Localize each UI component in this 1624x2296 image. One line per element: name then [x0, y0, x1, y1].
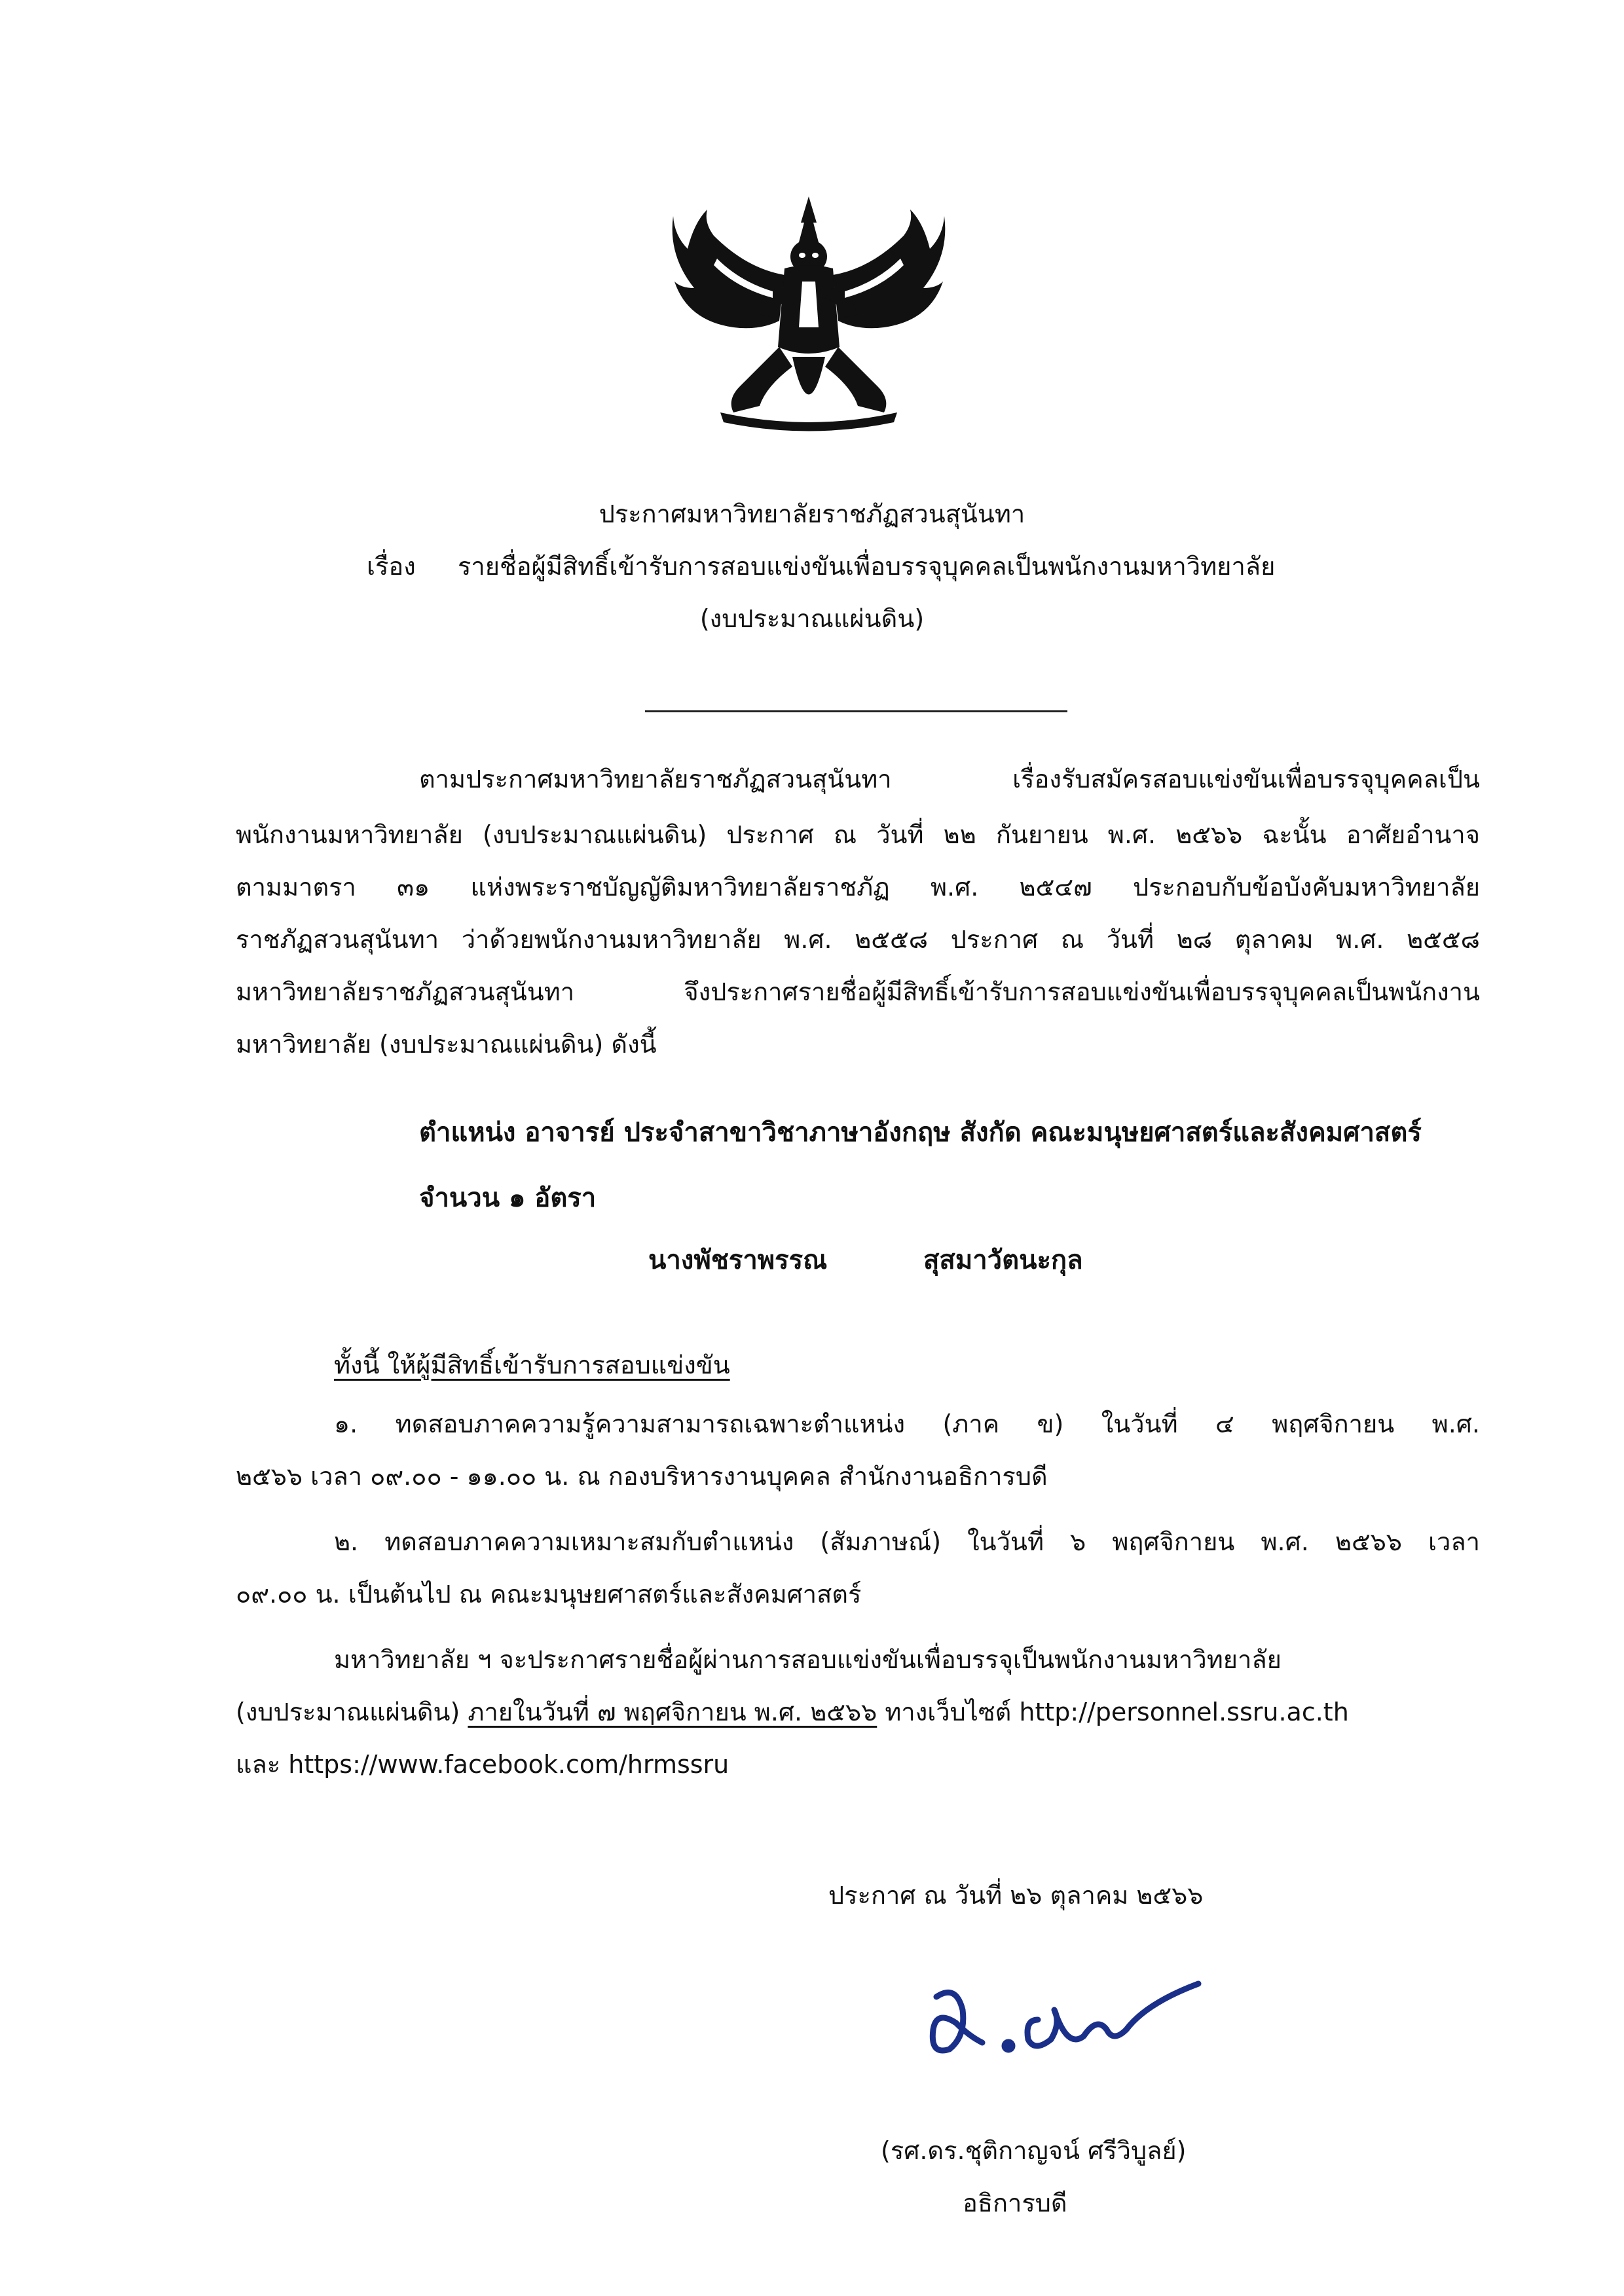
header-divider: [645, 710, 1067, 712]
subject-line2: (งบประมาณแผ่นดิน): [699, 604, 925, 633]
subject-text: รายชื่อผู้มีสิทธิ์เข้ารับการสอบแข่งขันเพื่อบรรจุบุคคลเป็นพนักงานมหาวิทยาลัย: [457, 552, 1276, 581]
position-count: จำนวน ๑ อัตรา: [419, 1183, 597, 1213]
announcement-date: ประกาศ ณ วันที่ ๒๖ ตุลาคม ๒๕๖๖: [828, 1881, 1204, 1910]
exam-item1-line1: ๑. ทดสอบภาคความรู้ความสามารถเฉพาะตำแหน่ง (ภาค ข) ในวันที่ ๔ พฤศจิกายน พ.ศ.: [334, 1410, 1480, 1438]
intro-line-5: มหาวิทยาลัยราชภัฏสวนสุนันทา จึงประกาศรายชื่อผู้มีสิทธิ์เข้ารับการสอบแข่งขันเพื่อบรรจุบุคคลเป็นพนักงาน: [236, 977, 1480, 1006]
exam-item1-line2: ๒๕๖๖ เวลา ๐๙.๐๐ - ๑๑.๐๐ น. ณ กองบริหารงานบุคคล สำนักงานอธิการบดี: [236, 1462, 1048, 1491]
intro-line-3: ตามมาตรา ๓๑ แห่งพระราชบัญญัติมหาวิทยาลัยราชภัฏ พ.ศ. ๒๕๔๗ ประกอบกับข้อบังคับมหาวิทยาลัย: [236, 873, 1480, 902]
subject-line: [367, 547, 1349, 586]
intro-line-2: พนักงานมหาวิทยาลัย (งบประมาณแผ่นดิน) ประกาศ ณ วันที่ ๒๒ กันยายน พ.ศ. ๒๕๖๖ ฉะนั้น อาศัยอำนาจ: [236, 820, 1480, 849]
signatory-name: (รศ.ดร.ชุติกาญจน์ ศรีวิบูลย์): [881, 2136, 1187, 2165]
candidate-last-name: สุสมาวัตนะกุล: [923, 1245, 1083, 1275]
exam-item2-line2: ๐๙.๐๐ น. เป็นต้นไป ณ คณะมนุษยศาสตร์และสังคมศาสตร์: [236, 1580, 862, 1609]
intro-line-6: มหาวิทยาลัย (งบประมาณแผ่นดิน) ดังนี้: [236, 1030, 657, 1059]
announcement-website: ทางเว็บไซต์ http://personnel.ssru.ac.th: [885, 1698, 1349, 1726]
garuda-emblem: [668, 196, 950, 432]
announcement-line2: [236, 1692, 1349, 1732]
intro-line-1: ตามประกาศมหาวิทยาลัยราชภัฏสวนสุนันทา เรื่องรับสมัครสอบแข่งขันเพื่อบรรจุบุคคลเป็น: [419, 765, 1480, 793]
announcement-line1: มหาวิทยาลัย ฯ จะประกาศรายชื่อผู้ผ่านการสอบแข่งขันเพื่อบรรจุเป็นพนักงานมหาวิทยาลัย: [334, 1645, 1282, 1674]
signatory-title: อธิการบดี: [963, 2189, 1067, 2217]
issuer-title: ประกาศมหาวิทยาลัยราชภัฏสวนสุนันทา: [599, 500, 1025, 528]
announcement-deadline: ภายในวันที่ ๗ พฤศจิกายน พ.ศ. ๒๕๖๖: [468, 1698, 877, 1726]
exam-item2-line1: ๒. ทดสอบภาคความเหมาะสมกับตำแหน่ง (สัมภาษณ์) ในวันที่ ๖ พฤศจิกายน พ.ศ. ๒๕๖๖ เวลา: [334, 1527, 1480, 1556]
position-title: ตำแหน่ง อาจารย์ ประจำสาขาวิชาภาษาอังกฤษ สังกัด คณะมนุษยศาสตร์และสังคมศาสตร์: [419, 1118, 1422, 1148]
candidate-first-name: นางพัชราพรรณ: [648, 1245, 828, 1275]
exam-heading: ทั้งนี้ ให้ผู้มีสิทธิ์เข้ารับการสอบแข่งขัน: [334, 1351, 730, 1379]
signature: [910, 1958, 1218, 2082]
intro-line-4: ราชภัฏสวนสุนันทา ว่าด้วยพนักงานมหาวิทยาลัย พ.ศ. ๒๕๕๘ ประกาศ ณ วันที่ ๒๘ ตุลาคม พ.ศ. ๒๕๕๘: [236, 925, 1480, 954]
subject-label: เรื่อง: [367, 552, 416, 581]
announcement-budget: (งบประมาณแผ่นดิน): [236, 1698, 460, 1726]
announcement-facebook: และ https://www.facebook.com/hrmssru: [236, 1750, 729, 1779]
